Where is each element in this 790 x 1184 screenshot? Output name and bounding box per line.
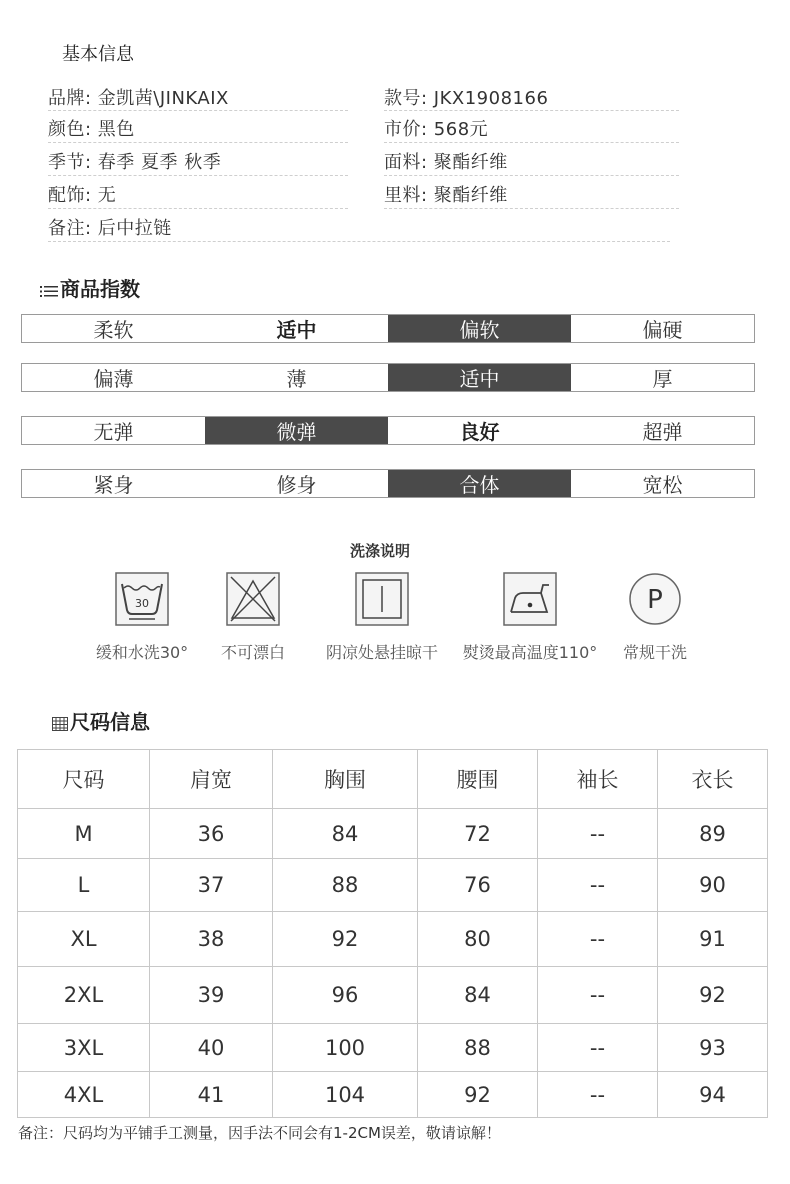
size-section-header <box>52 706 150 736</box>
wash-30-icon <box>115 572 169 626</box>
table-cell: 76 <box>418 859 538 912</box>
table-cell: 104 <box>273 1072 418 1118</box>
table-cell: XL <box>18 912 150 967</box>
divider <box>48 208 348 209</box>
table-row <box>18 967 768 1024</box>
care-item-dryclean <box>610 572 700 663</box>
divider <box>384 142 679 143</box>
index-cell: 超弹 <box>642 420 683 444</box>
info-brand: 品牌: 金凯茜\JINKAIX <box>48 88 229 109</box>
table-cell: 92 <box>658 967 768 1024</box>
index-cell-selected: 偏软 <box>388 315 571 342</box>
info-season: 季节: 春季 夏季 秋季 <box>48 152 222 173</box>
table-cell: 90 <box>658 859 768 912</box>
info-accessory: 配饰: 无 <box>48 185 117 206</box>
index-cell: 偏薄 <box>93 367 134 391</box>
table-header: 腰围 <box>418 750 538 809</box>
table-cell: 100 <box>273 1024 418 1072</box>
table-cell: 38 <box>150 912 273 967</box>
table-cell: 84 <box>418 967 538 1024</box>
table-header: 袖长 <box>538 750 658 809</box>
index-cell-selected: 适中 <box>388 364 571 391</box>
table-cell: 93 <box>658 1024 768 1072</box>
no-bleach-icon <box>226 572 280 626</box>
table-cell: 36 <box>150 809 273 859</box>
table-cell: 94 <box>658 1072 768 1118</box>
table-cell: M <box>18 809 150 859</box>
index-cell: 紧身 <box>93 473 134 497</box>
care-label: 阴凉处悬挂晾干 <box>325 643 438 662</box>
table-row <box>18 912 768 967</box>
index-section-header <box>40 273 140 303</box>
index-title: 商品指数 <box>60 277 140 301</box>
table-header-row <box>18 750 768 809</box>
iron-icon <box>503 572 557 626</box>
divider <box>384 175 679 176</box>
index-cell: 良好 <box>459 420 500 444</box>
table-cell: 91 <box>658 912 768 967</box>
care-item-dry <box>312 572 452 663</box>
divider <box>384 208 679 209</box>
table-cell: 3XL <box>18 1024 150 1072</box>
info-fabric: 面料: 聚酯纤维 <box>384 152 508 173</box>
table-cell: 41 <box>150 1072 273 1118</box>
table-header: 尺码 <box>18 750 150 809</box>
table-cell: 92 <box>273 912 418 967</box>
table-cell: 88 <box>418 1024 538 1072</box>
table-cell: 4XL <box>18 1072 150 1118</box>
size-table <box>17 749 768 1118</box>
table-cell: 89 <box>658 809 768 859</box>
index-row-softness <box>21 314 755 343</box>
table-row <box>18 1024 768 1072</box>
size-title: 尺码信息 <box>70 710 150 734</box>
line-dry-shade-icon <box>355 572 409 626</box>
table-cell: 72 <box>418 809 538 859</box>
index-cell: 柔软 <box>93 318 134 342</box>
divider <box>48 110 348 111</box>
index-cell-selected: 微弹 <box>205 417 388 444</box>
table-cell: 80 <box>418 912 538 967</box>
table-header: 衣长 <box>658 750 768 809</box>
table-cell: -- <box>538 912 658 967</box>
dry-clean-letter: P <box>647 585 663 615</box>
list-icon <box>40 279 58 303</box>
care-title: 洗涤说明 <box>349 542 410 560</box>
size-note: 备注：尺码均为平铺手工测量，因手法不同会有1-2CM误差，敬请谅解！ <box>18 1124 501 1142</box>
table-cell: -- <box>538 809 658 859</box>
basic-info-title: 基本信息 <box>62 44 134 65</box>
wash-temp: 30 <box>135 597 149 610</box>
index-row-thickness <box>21 363 755 392</box>
table-cell: 37 <box>150 859 273 912</box>
care-item-bleach <box>203 572 303 663</box>
info-color: 颜色: 黑色 <box>48 119 135 140</box>
care-label: 常规干洗 <box>622 643 687 662</box>
care-item-iron <box>455 572 605 663</box>
table-cell: -- <box>538 1024 658 1072</box>
index-cell: 薄 <box>286 367 307 391</box>
table-cell: 88 <box>273 859 418 912</box>
table-header: 胸围 <box>273 750 418 809</box>
table-header: 肩宽 <box>150 750 273 809</box>
table-cell: -- <box>538 859 658 912</box>
index-cell: 适中 <box>276 318 317 342</box>
table-row <box>18 859 768 912</box>
index-cell: 偏硬 <box>642 318 683 342</box>
index-cell-selected: 合体 <box>388 470 571 497</box>
info-lining: 里料: 聚酯纤维 <box>384 185 508 206</box>
table-row <box>18 1072 768 1118</box>
index-row-elasticity <box>21 416 755 445</box>
table-cell: 40 <box>150 1024 273 1072</box>
table-cell: 84 <box>273 809 418 859</box>
info-price: 市价: 568元 <box>384 119 489 140</box>
care-item-wash <box>82 572 202 663</box>
table-icon <box>52 712 68 736</box>
divider <box>48 175 348 176</box>
index-cell: 无弹 <box>93 420 134 444</box>
table-row <box>18 809 768 859</box>
index-cell: 宽松 <box>642 473 683 497</box>
index-cell: 厚 <box>652 367 673 391</box>
care-label: 缓和水洗30° <box>95 643 189 662</box>
table-cell: -- <box>538 967 658 1024</box>
table-cell: -- <box>538 1072 658 1118</box>
divider <box>48 142 348 143</box>
table-cell: L <box>18 859 150 912</box>
care-label: 不可漂白 <box>220 643 285 662</box>
divider <box>384 110 679 111</box>
table-cell: 92 <box>418 1072 538 1118</box>
index-cell: 修身 <box>276 473 317 497</box>
table-cell: 2XL <box>18 967 150 1024</box>
table-cell: 39 <box>150 967 273 1024</box>
info-style-number: 款号: JKX1908166 <box>384 88 549 109</box>
table-cell: 96 <box>273 967 418 1024</box>
info-remark: 备注: 后中拉链 <box>48 218 172 239</box>
care-label: 熨烫最高温度110° <box>462 643 598 662</box>
index-row-fit <box>21 469 755 498</box>
divider <box>48 241 670 242</box>
dry-clean-icon <box>628 572 682 626</box>
